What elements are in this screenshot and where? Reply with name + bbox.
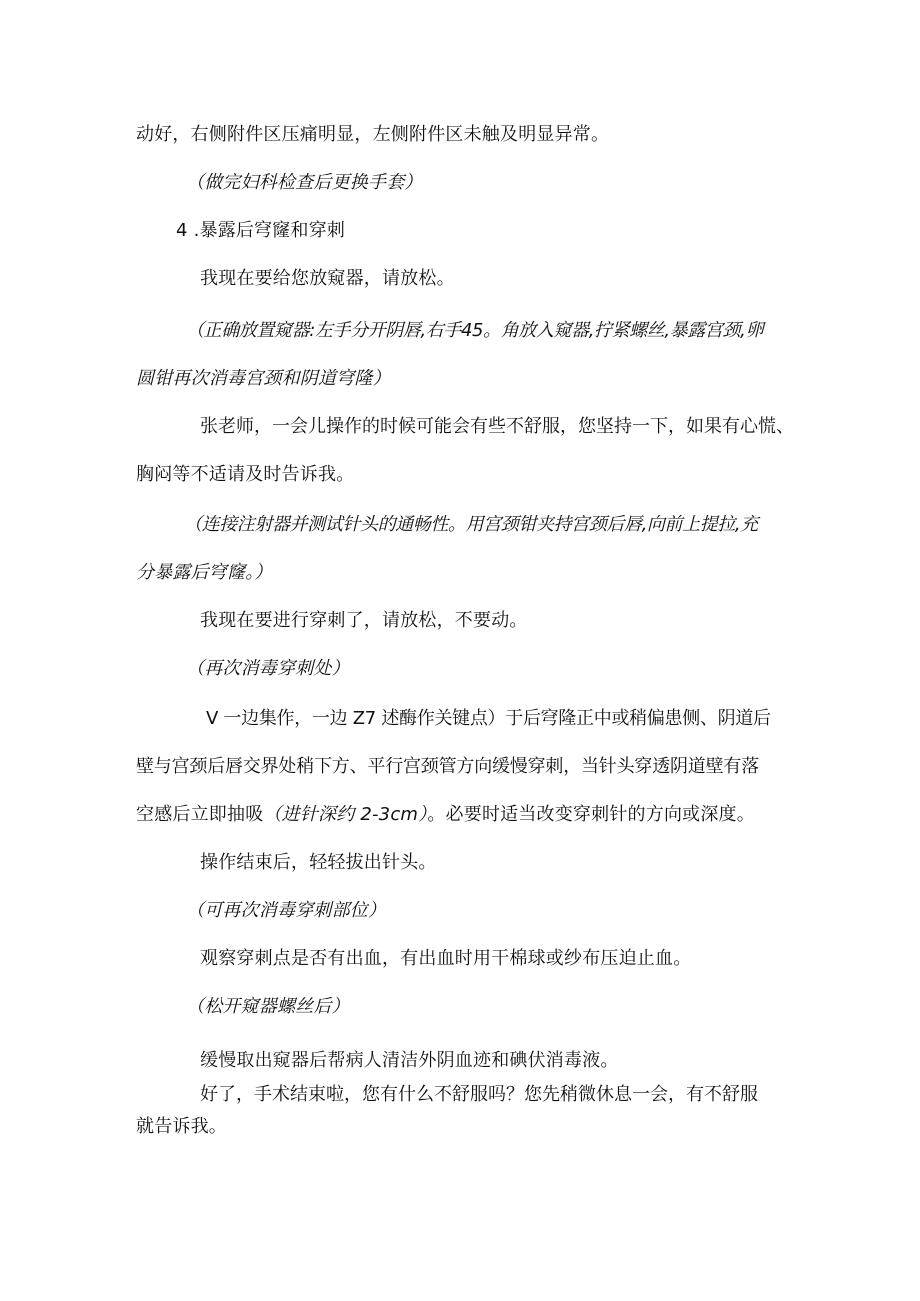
paragraph-line: V 一边集作，一边 Z7 述酶作关键点）于后穹隆正中或稍偏患侧、阴道后	[206, 708, 771, 729]
procedure-note: （再次消毒穿刺处）	[186, 658, 350, 679]
procedure-note: （连接注射器并测试针头的通畅性。用宫颈钳夹持宫颈后唇,向前上提拉,充	[184, 514, 758, 535]
procedure-note: 分暴露后穹窿。）	[136, 562, 273, 583]
paragraph-line: 张老师，一会儿操作的时候可能会有些不舒服，您坚持一下，如果有心慌、	[200, 416, 794, 437]
paragraph-line: 壁与宫颈后唇交界处稍下方、平行宫颈管方向缓慢穿刺，当针头穿透阴道壁有落	[136, 756, 759, 777]
paragraph-line: 观察穿刺点是否有出血，有出血时用干棉球或纱布压迫止血。	[200, 948, 692, 969]
paragraph-line: 我现在要进行穿刺了，请放松，不要动。	[200, 610, 528, 631]
paragraph-line	[136, 802, 755, 828]
procedure-note: 圆钳再次消毒宫颈和阴道穹隆）	[136, 368, 391, 389]
paragraph-line: 就告诉我。	[136, 1116, 227, 1137]
paragraph-line: 动好，右侧附件区压痛明显，左侧附件区未触及明显异常。	[136, 124, 610, 145]
paragraph-line: 操作结束后，轻轻拔出针头。	[200, 852, 437, 873]
procedure-note: （松开窥器螺丝后）	[186, 996, 350, 1017]
section-heading: 4 .暴露后穹窿和穿刺	[176, 220, 346, 241]
procedure-note: （正确放置窥器:左手分开阴唇,右手45。角放入窥器,拧紧螺丝,暴露宫颈,卵	[186, 320, 764, 341]
depth-note: （进针深约 2-3cm）	[263, 804, 428, 825]
paragraph-line: 我现在要给您放窥器，请放松。	[200, 268, 455, 289]
procedure-note: （可再次消毒穿刺部位）	[186, 900, 387, 921]
paragraph-text: 。必要时适当改变穿刺针的方向或深度。	[427, 804, 755, 825]
paragraph-text: 空感后立即抽吸	[136, 804, 264, 825]
paragraph-line: 胸闷等不适请及时告诉我。	[136, 464, 355, 485]
paragraph-line: 缓慢取出窥器后帮病人清洁外阴血迹和碘伏消毒液。	[200, 1050, 619, 1071]
paragraph-line: 好了，手术结束啦，您有什么不舒服吗？您先稍微休息一会，有不舒服	[200, 1084, 758, 1105]
procedure-note: （做完妇科检查后更换手套）	[186, 172, 423, 193]
